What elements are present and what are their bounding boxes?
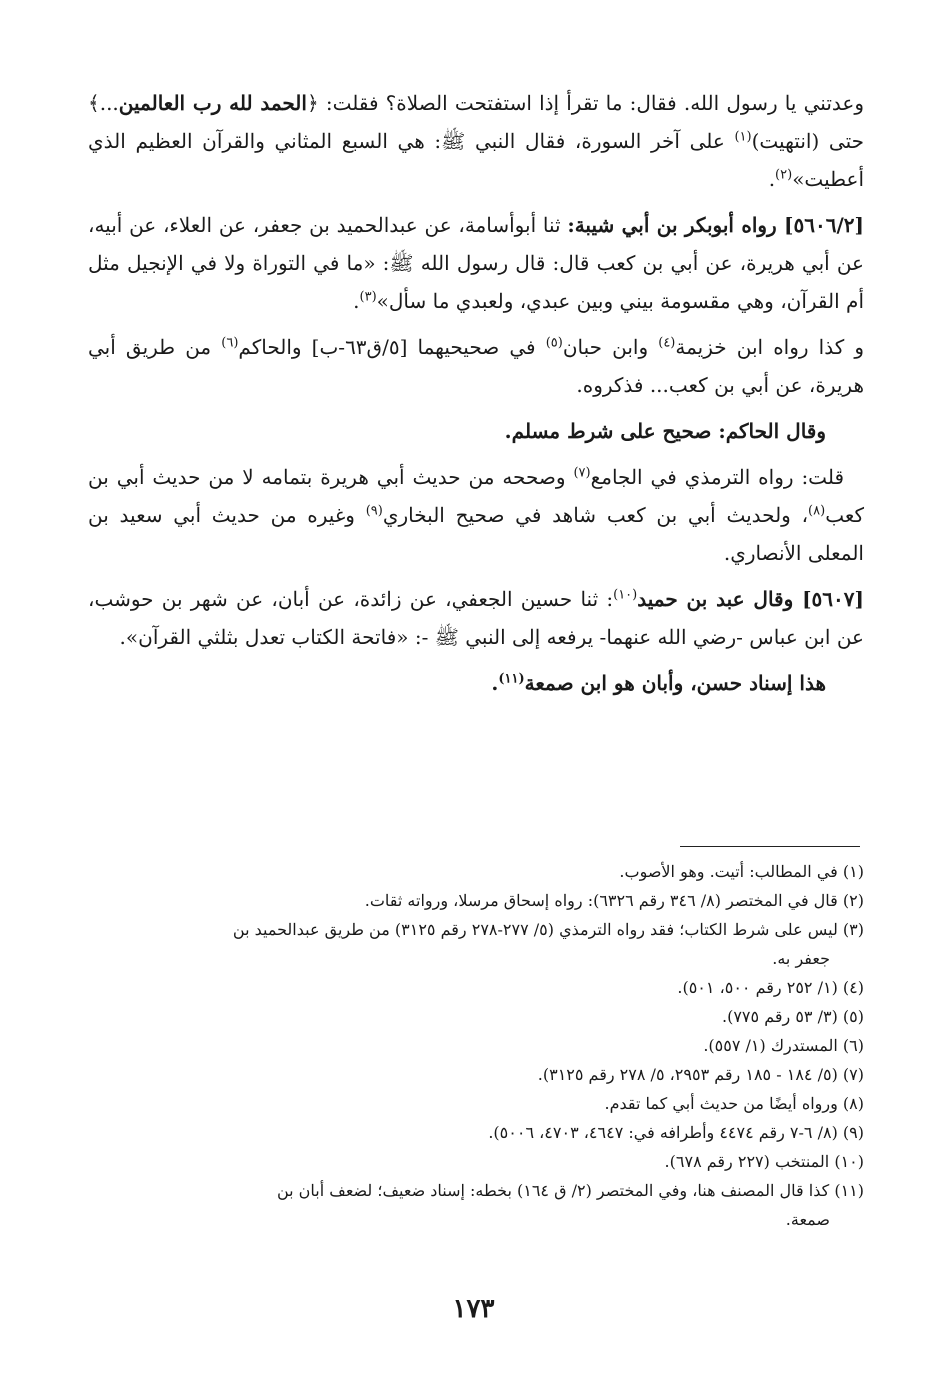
footnote-11: (١١) كذا قال المصنف هنا، وفي المختصر (٢/ ق ١٦٤) بخطه: إسناد ضعيف؛ لضعف أبان بن	[276, 1181, 864, 1200]
p2-end: .	[353, 289, 360, 313]
p1-text-3: على آخر السورة، فقال النبي ﷺ: هي السبع المثاني والقرآن العظيم الذي أعطيت»	[88, 129, 864, 191]
footnote-6: (٦) المستدرك (١/ ٥٥٧).	[703, 1036, 864, 1055]
hadith-source: رواه أبوبكر بن أبي شيبة:	[567, 213, 785, 237]
footnote-ref-6[interactable]: (٦)	[221, 335, 239, 351]
footnote-ref-2[interactable]: (٢)	[775, 167, 793, 183]
footnote-3-continued: جعفر به.	[772, 949, 830, 968]
footnote-ref-1[interactable]: (١)	[734, 129, 752, 145]
p1-text-2: ...﴾ حتى (انتهيت)	[88, 91, 864, 153]
hadith-number: [٥٦٠٦/٢]	[784, 213, 864, 237]
footnote-5: (٥) (٣/ ٥٣ رقم ٧٧٥).	[722, 1007, 864, 1026]
main-text	[88, 84, 864, 710]
p3-text-4: من طريق أبي هريرة، عن أبي بن كعب... فذكروه.	[88, 335, 864, 397]
hadith-text: : ثنا حسين الجعفي، عن زائدة، عن أبان، عن شهر بن حوشب، عن ابن عباس -رضي الله عنهما- يرفعه إلى النبي ﷺ -: «فاتحة الكتاب تعدل بثلثي القرآن».	[88, 587, 864, 649]
footnote-11-continued: صمعة.	[785, 1210, 830, 1229]
p1-text: وعدتني يا رسول الله. فقال: ما تقرأ إذا استفتحت الصلاة؟ فقلت: ﴿	[306, 91, 864, 115]
p5-text-3: ، ولحديث أبي بن كعب شاهد في صحيح البخاري	[382, 503, 809, 527]
footnote-7: (٧) (٥/ ١٨٤ - ١٨٥ رقم ٢٩٥٣، ٥/ ٢٧٨ رقم ٣١٢٥).	[537, 1065, 864, 1084]
hakim-statement: وقال الحاكم: صحيح على شرط مسلم.	[504, 419, 826, 443]
footnote-ref-3[interactable]: (٣)	[359, 289, 377, 305]
footnote-ref-8[interactable]: (٨)	[808, 503, 826, 519]
hadith-5607	[88, 580, 864, 656]
isnad-text: هذا إسناد حسن، وأبان هو ابن صمعة	[524, 671, 826, 695]
p5-text-4: وغيره من حديث أبي سعيد بن المعلى الأنصاري.	[88, 503, 864, 565]
footnote-separator	[680, 846, 860, 847]
footnote-ref-11[interactable]: (١١)	[498, 671, 525, 687]
page-number: ١٧٣	[452, 1294, 495, 1324]
p3-text-3: في صحيحيهما [٥/ق٦٣-ب] والحاكم	[238, 335, 546, 359]
footnote-9: (٩) (٨/ ٦-٧ رقم ٤٤٧٤ وأطرافه في: ٤٦٤٧، ٤٧٠٣، ٥٠٠٦).	[488, 1123, 864, 1142]
footnote-ref-7[interactable]: (٧)	[573, 465, 591, 481]
isnad-statement	[88, 664, 864, 702]
footnote-ref-5[interactable]: (٥)	[545, 335, 563, 351]
p3-text-2: وابن حبان	[562, 335, 659, 359]
footnote-8: (٨) ورواه أيضًا من حديث أبي كما تقدم.	[604, 1094, 864, 1113]
hadith-text: ثنا أبوأسامة، عن عبدالحميد بن جعفر، عن العلاء، عن أبيه، عن أبي هريرة، عن أبي بن كعب قال: قال رسول الله ﷺ: «ما في التوراة ولا في الإنجيل مثل أم القرآن، وهي مقسومة بيني وبين عبدي، ولعبدي ما سأل»	[88, 213, 864, 313]
hadith-source: وقال عبد بن حميد	[637, 587, 803, 611]
footnote-4: (٤) (١/ ٢٥٢ رقم ٥٠٠، ٥٠١).	[677, 978, 864, 997]
hadith-5606	[88, 206, 864, 320]
hadith-number: [٥٦٠٧]	[802, 587, 864, 611]
p3-text-1: و كذا رواه ابن خزيمة	[675, 335, 864, 359]
p7-end: .	[491, 671, 499, 695]
footnote-ref-9[interactable]: (٩)	[365, 503, 383, 519]
footnote-3: (٣) ليس على شرط الكتاب؛ فقد رواه الترمذي (٥/ ٢٧٧-٢٧٨ رقم ٣١٢٥) من طريق عبدالحميد بن	[232, 920, 864, 939]
footnote-ref-10[interactable]: (١٠)	[613, 587, 638, 603]
footnote-10: (١٠) المنتخب (٢٢٧ رقم ٦٧٨).	[664, 1152, 864, 1171]
footnote-ref-4[interactable]: (٤)	[658, 335, 676, 351]
paragraph-3	[88, 328, 864, 404]
p5-text-2: وصححه من حديث أبي هريرة بتمامه لا من حديث أبي بن كعب	[88, 465, 864, 527]
footnotes	[88, 857, 864, 1234]
p5-text-1: قلت: رواه الترمذي في الجامع	[590, 465, 845, 489]
footnote-1: (١) في المطالب: أتيت. وهو الأصوب.	[619, 862, 864, 881]
paragraph-5	[88, 458, 864, 572]
quran-verse: الحمد لله رب العالمين	[118, 91, 307, 115]
paragraph-1	[88, 84, 864, 198]
footnote-2: (٢) قال في المختصر (٨/ ٣٤٦ رقم ٦٣٢٦): رواه إسحاق مرسلا، ورواته ثقات.	[364, 891, 864, 910]
p1-end: .	[768, 167, 776, 191]
